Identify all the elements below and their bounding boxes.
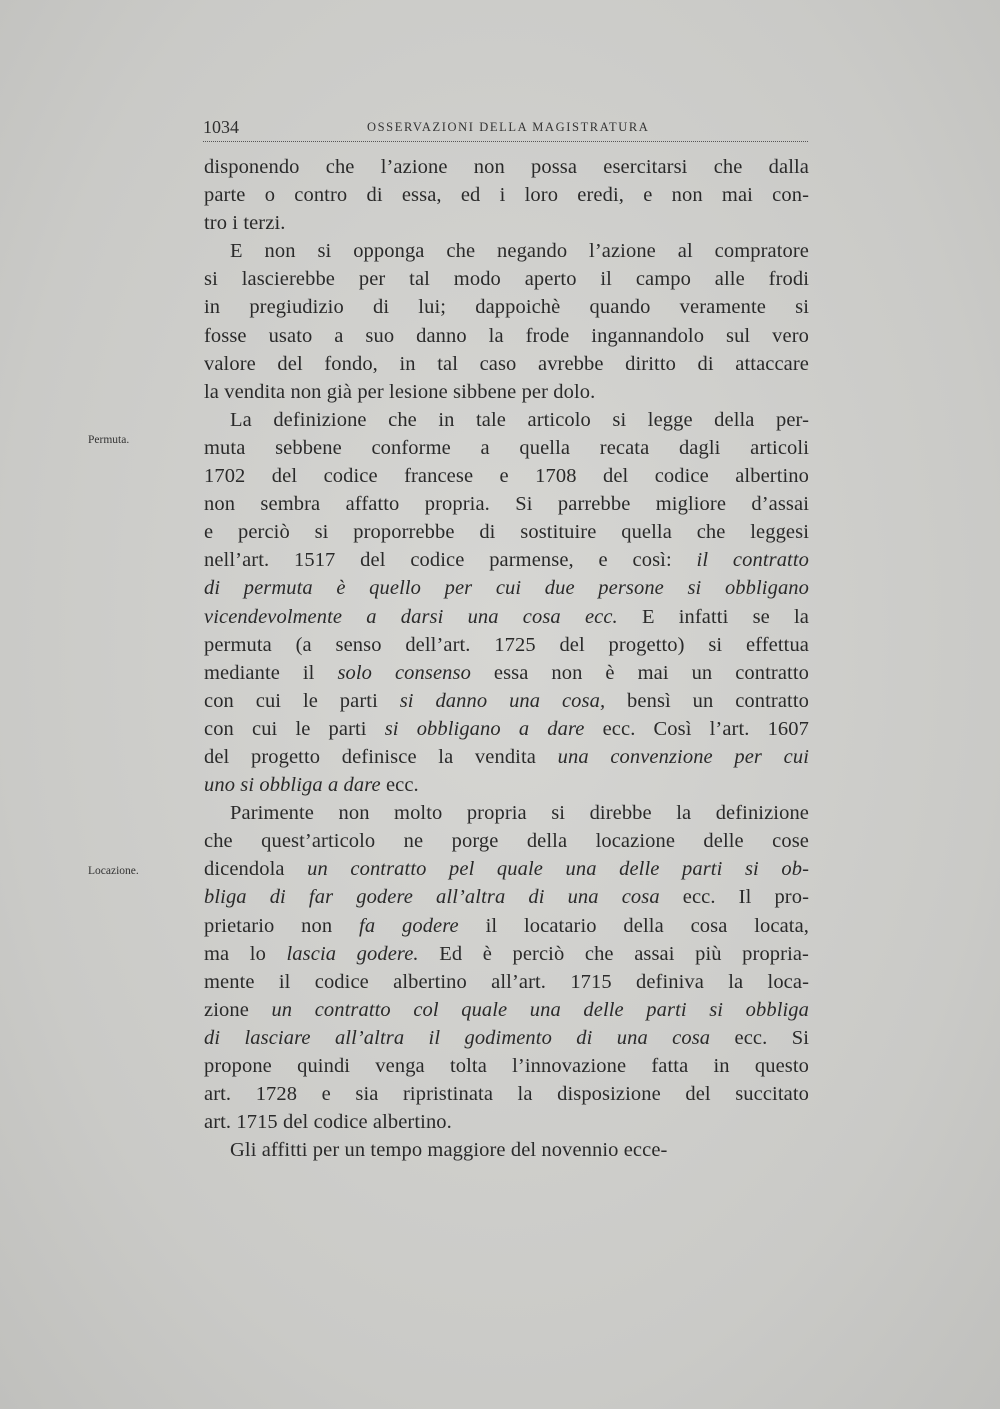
text-span: La definizione che in tale articolo si legge della per-: [230, 408, 809, 431]
text-line: [204, 1024, 809, 1052]
text-line: [204, 631, 809, 659]
text-line: [204, 153, 809, 181]
text-span: essa non è mai un contratto: [470, 661, 809, 684]
text-line: [204, 265, 809, 293]
text-span: mente il codice albertino all’art. 1715 definiva la loca-: [204, 970, 809, 993]
text-line: [204, 1080, 809, 1108]
italic-text-span: una convenzione per cui: [557, 745, 809, 768]
text-span: propone quindi venga tolta l’innovazione fatta in questo: [204, 1055, 809, 1077]
text-span: dicendola: [204, 858, 308, 881]
text-line: [204, 293, 809, 321]
text-line: [204, 827, 809, 855]
text-span: fosse usato a suo danno la frode ingannandolo sul vero: [204, 324, 809, 347]
text-span: non sembra affatto propria. Si parrebbe migliore d’assai: [204, 493, 809, 516]
margin-note-locazione: Locazione.: [88, 865, 139, 877]
text-span: permuta (a senso dell’art. 1725 del progetto) si effettua: [204, 633, 809, 656]
italic-text-span: solo consenso: [337, 661, 471, 684]
text-line: [204, 855, 809, 883]
text-span: e perciò si proporrebbe di sostituire quella che leggesi: [204, 521, 809, 544]
text-line: [204, 1136, 809, 1164]
text-span: nell’art. 1517 del codice parmense, e così:: [204, 549, 697, 572]
page-header: [203, 117, 808, 142]
text-line: [204, 574, 809, 602]
italic-text-span: un contratto pel quale una delle parti si ob-: [307, 858, 809, 881]
text-span: Parimente non molto propria si direbbe la definizione: [230, 802, 809, 825]
text-line: [204, 490, 809, 518]
text-span: 1702 del codice francese e 1708 del codice albertino: [204, 465, 809, 488]
text-span: in pregiudizio di lui; dappoichè quando veramente si: [204, 296, 809, 319]
italic-text-span: si danno una cosa,: [399, 689, 606, 712]
text-line: [204, 940, 809, 968]
text-span: bensì un contratto: [605, 689, 809, 712]
text-line: [204, 968, 809, 996]
text-span: con cui le parti: [204, 689, 400, 712]
text-line: [204, 715, 809, 743]
italic-text-span: il contratto: [696, 549, 809, 572]
text-span: art. 1728 e sia ripristinata la disposizione del succitato: [204, 1083, 809, 1106]
text-span: art. 1715 del codice albertino.: [204, 1111, 452, 1134]
italic-text-span: vicendevolmente a darsi una cosa ecc.: [204, 605, 618, 628]
text-span: prietario non: [204, 914, 360, 937]
text-span: valore del fondo, in tal caso avrebbe diritto di attaccare: [204, 352, 809, 375]
text-span: E infatti se la: [617, 605, 810, 628]
text-line: [204, 209, 809, 237]
text-line: [204, 406, 809, 434]
text-span: E non si opponga che negando l’azione al compratore: [230, 240, 809, 263]
italic-text-span: lascia godere.: [286, 942, 419, 965]
text-span: muta sebbene conforme a quella recata dagli articoli: [204, 436, 809, 459]
italic-text-span: un contratto col quale una delle parti si obbliga: [271, 998, 809, 1021]
text-line: [204, 659, 809, 687]
text-line: [204, 462, 809, 490]
text-span: del progetto definisce la vendita: [204, 745, 558, 768]
text-span: si lascierebbe per tal modo aperto il campo alle frodi: [204, 268, 809, 291]
running-title: OSSERVAZIONI DELLA MAGISTRATURA: [367, 120, 650, 134]
text-line: [204, 181, 809, 209]
text-span: con cui le parti: [204, 717, 385, 740]
text-line: [204, 743, 809, 771]
page-number: 1034: [203, 117, 239, 137]
text-span: ecc. Così l’art. 1607: [584, 717, 809, 740]
text-span: ma lo: [204, 942, 287, 965]
text-line: [204, 350, 809, 378]
text-span: mediante il: [204, 661, 338, 684]
text-line: [204, 771, 809, 799]
italic-text-span: fa godere: [359, 914, 459, 937]
text-line: [204, 603, 809, 631]
text-line: [204, 378, 809, 406]
text-line: [204, 1052, 809, 1080]
italic-text-span: si obbligano a dare: [384, 717, 585, 740]
italic-text-span: bliga di far godere all’altra di una cosa: [204, 886, 660, 909]
text-line: [204, 799, 809, 827]
text-span: disponendo che l’azione non possa esercitarsi che dalla: [204, 156, 809, 178]
margin-note-permuta: Permuta.: [88, 434, 130, 446]
text-line: [204, 237, 809, 265]
text-span: che quest’articolo ne porge della locazione delle cose: [204, 830, 809, 853]
text-line: [204, 1108, 809, 1136]
text-span: zione: [204, 998, 272, 1021]
text-line: [204, 546, 809, 574]
body-text: [204, 153, 809, 1164]
text-line: [204, 687, 809, 715]
text-span: parte o contro di essa, ed i loro eredi, e non mai con-: [204, 184, 809, 207]
text-span: ecc. Il pro-: [659, 886, 809, 909]
text-span: il locatario della cosa locata,: [458, 914, 809, 937]
text-line: [204, 912, 809, 940]
text-span: ecc. Si: [710, 1026, 810, 1049]
italic-text-span: di lasciare all’altra il godimento di una cosa: [204, 1026, 711, 1049]
text-line: [204, 322, 809, 350]
text-span: Ed è perciò che assai più propria-: [418, 942, 809, 965]
text-span: la vendita non già per lesione sibbene per dolo.: [204, 380, 596, 403]
italic-text-span: di permuta è quello per cui due persone si obbligano: [204, 577, 809, 600]
italic-text-span: uno si obbliga a dare: [204, 774, 381, 797]
text-line: [204, 996, 809, 1024]
text-span: Gli affitti per un tempo maggiore del novennio ecce-: [230, 1139, 668, 1162]
text-line: [204, 518, 809, 546]
text-line: [204, 883, 809, 911]
text-line: [204, 434, 809, 462]
text-span: tro i terzi.: [204, 212, 286, 235]
text-span: ecc.: [380, 774, 419, 797]
